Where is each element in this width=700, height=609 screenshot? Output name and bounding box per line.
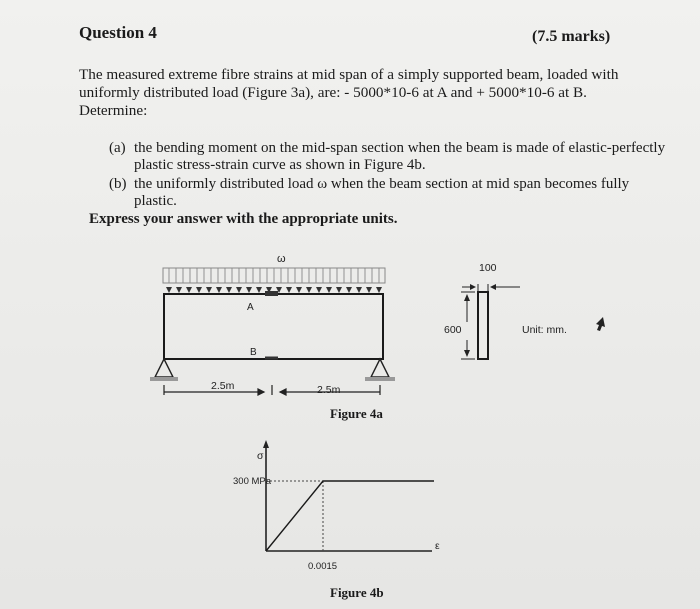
part-b-label: (b)	[109, 176, 127, 192]
intro-line-1: The measured extreme fibre strains at mid span of a simply supported beam, loaded with	[79, 66, 619, 83]
question-title: Question 4	[79, 23, 157, 42]
figure-4b	[233, 440, 440, 600]
right-support	[365, 359, 395, 381]
udl-load-strip	[163, 268, 385, 283]
figure-4a-caption: Figure 4a	[330, 406, 383, 421]
instruction-text: Express your answer with the appropriate units.	[89, 211, 398, 227]
point-b-label: B	[250, 347, 257, 358]
point-a-label: A	[247, 302, 254, 313]
figure-4a	[150, 253, 605, 421]
intro-line-3: Determine:	[79, 102, 148, 119]
stress-strain-curve	[266, 481, 434, 551]
span-left-label: 2.5m	[211, 380, 235, 392]
span-dimension	[164, 385, 380, 395]
load-omega-label: ω	[277, 253, 286, 265]
sigma-label: σ	[257, 450, 264, 462]
intro-line-2: uniformly distributed load (Figure 3a), are: - 5000*10-6 at A and + 5000*10-6 at B.	[79, 84, 587, 101]
stress-axis-arrow	[263, 440, 269, 448]
left-support	[150, 359, 178, 381]
part-a-line-2: plastic stress-strain curve as shown in Figure 4b.	[134, 157, 426, 173]
point-a-marker	[265, 291, 278, 296]
part-a-label: (a)	[109, 140, 126, 156]
cursor-arrow-icon	[596, 317, 605, 331]
part-a-line-1: the bending moment on the mid-span section when the beam is made of elastic-perfectly	[134, 140, 666, 156]
figure-4b-caption: Figure 4b	[330, 585, 384, 600]
unit-note: Unit: mm.	[522, 324, 567, 336]
span-right-label: 2.5m	[317, 384, 341, 396]
section-depth-label: 600	[444, 324, 462, 336]
part-b-line-2: plastic.	[134, 193, 177, 209]
epsilon-label: ε	[435, 540, 440, 552]
cross-section	[461, 284, 520, 359]
section-width-label: 100	[479, 262, 497, 274]
yield-strain-label: 0.0015	[308, 561, 338, 572]
question-marks: (7.5 marks)	[532, 28, 611, 45]
part-b-line-1: the uniformly distributed load ω when the beam section at mid span becomes fully	[134, 176, 630, 192]
beam-body	[164, 294, 383, 359]
yield-stress-label: 300 MPa	[233, 476, 272, 487]
